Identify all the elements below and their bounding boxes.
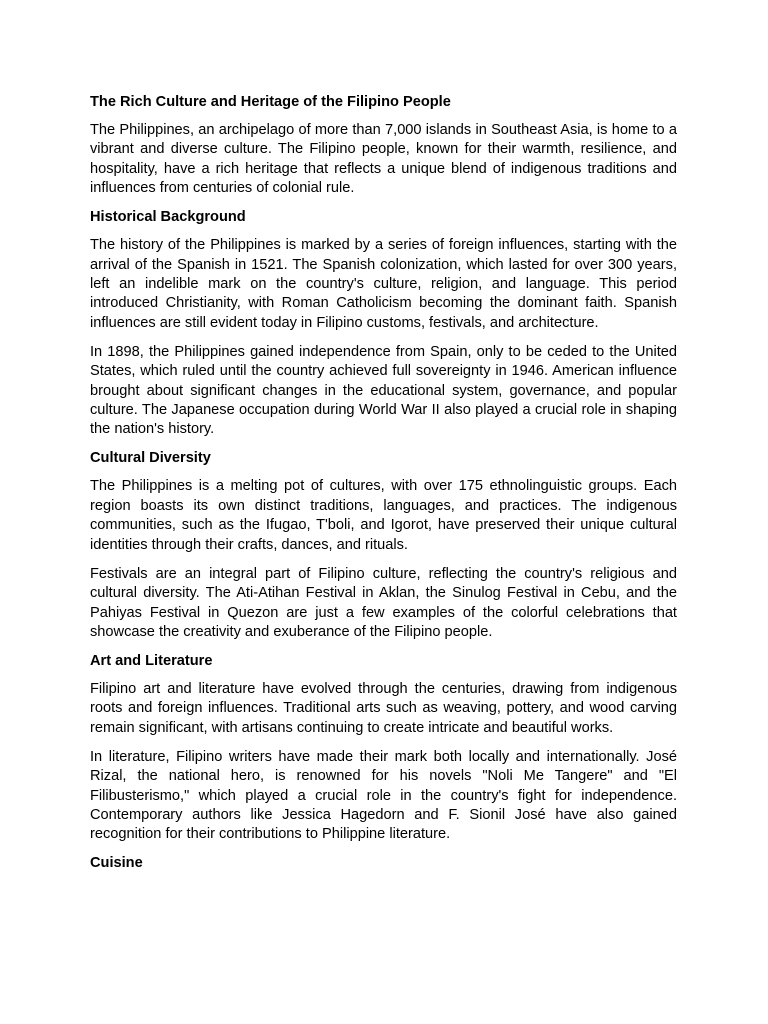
paragraph: Filipino art and literature have evolved through the centuries, drawing from indigenous roots and foreign influences. Traditional arts such as weaving, pottery, and wood carving remain significant, with artisans continuing to create intricate and beautiful works. — [90, 680, 677, 736]
paragraph: In literature, Filipino writers have made their mark both locally and internationally. José Rizal, the national hero, is renowned for his novels "Noli Me Tangere" and "El Filibusterismo," which played a crucial role in the country's fight for independence. Contemporary authors like Jessica Hagedorn and F. Sionil José have also gained recognition for their contributions to Philippine literature. — [90, 748, 677, 843]
section-heading-cultural-diversity: Cultural Diversity — [90, 450, 211, 467]
paragraph: In 1898, the Philippines gained independence from Spain, only to be ceded to the United States, which ruled until the country achieved full sovereignty in 1946. American influence brought about significant changes in the educational system, governance, and popular culture. The Japanese occupation during World War II also played a crucial role in shaping the nation's history. — [90, 343, 677, 438]
document-page — [90, 93, 677, 882]
section-heading-cuisine: Cuisine — [90, 855, 143, 872]
document-title: The Rich Culture and Heritage of the Filipino People — [90, 94, 451, 110]
section-heading-art-and-literature: Art and Literature — [90, 652, 213, 669]
paragraph: The history of the Philippines is marked by a series of foreign influences, starting with the arrival of the Spanish in 1521. The Spanish colonization, which lasted for over 300 years, left an indelible mark on the country's culture, religion, and language. This period introduced Christianity, with Roman Catholicism becoming the dominant faith. Spanish influences are still evident today in Filipino customs, festivals, and architecture. — [90, 237, 677, 331]
paragraph: Festivals are an integral part of Filipino culture, reflecting the country's religious and cultural diversity. The Ati-Atihan Festival in Aklan, the Sinulog Festival in Cebu, and the Pahiyas Festival in Quezon are just a few examples of the colorful celebrations that showcase the creativity and exuberance of the Filipino people. — [90, 565, 677, 640]
intro-paragraph: The Philippines, an archipelago of more than 7,000 islands in Southeast Asia, is home to a vibrant and diverse culture. The Filipino people, known for their warmth, resilience, and hospitality, have a rich heritage that reflects a unique blend of indigenous traditions and influences from centuries of colonial rule. — [90, 122, 677, 197]
paragraph: The Philippines is a melting pot of cultures, with over 175 ethnolinguistic groups. Each region boasts its own distinct traditions, languages, and practices. The indigenous communities, such as the Ifugao, T'boli, and Igorot, have preserved their unique cultural identities through their crafts, dances, and rituals. — [90, 478, 677, 553]
section-heading-historical-background: Historical Background — [90, 209, 246, 226]
